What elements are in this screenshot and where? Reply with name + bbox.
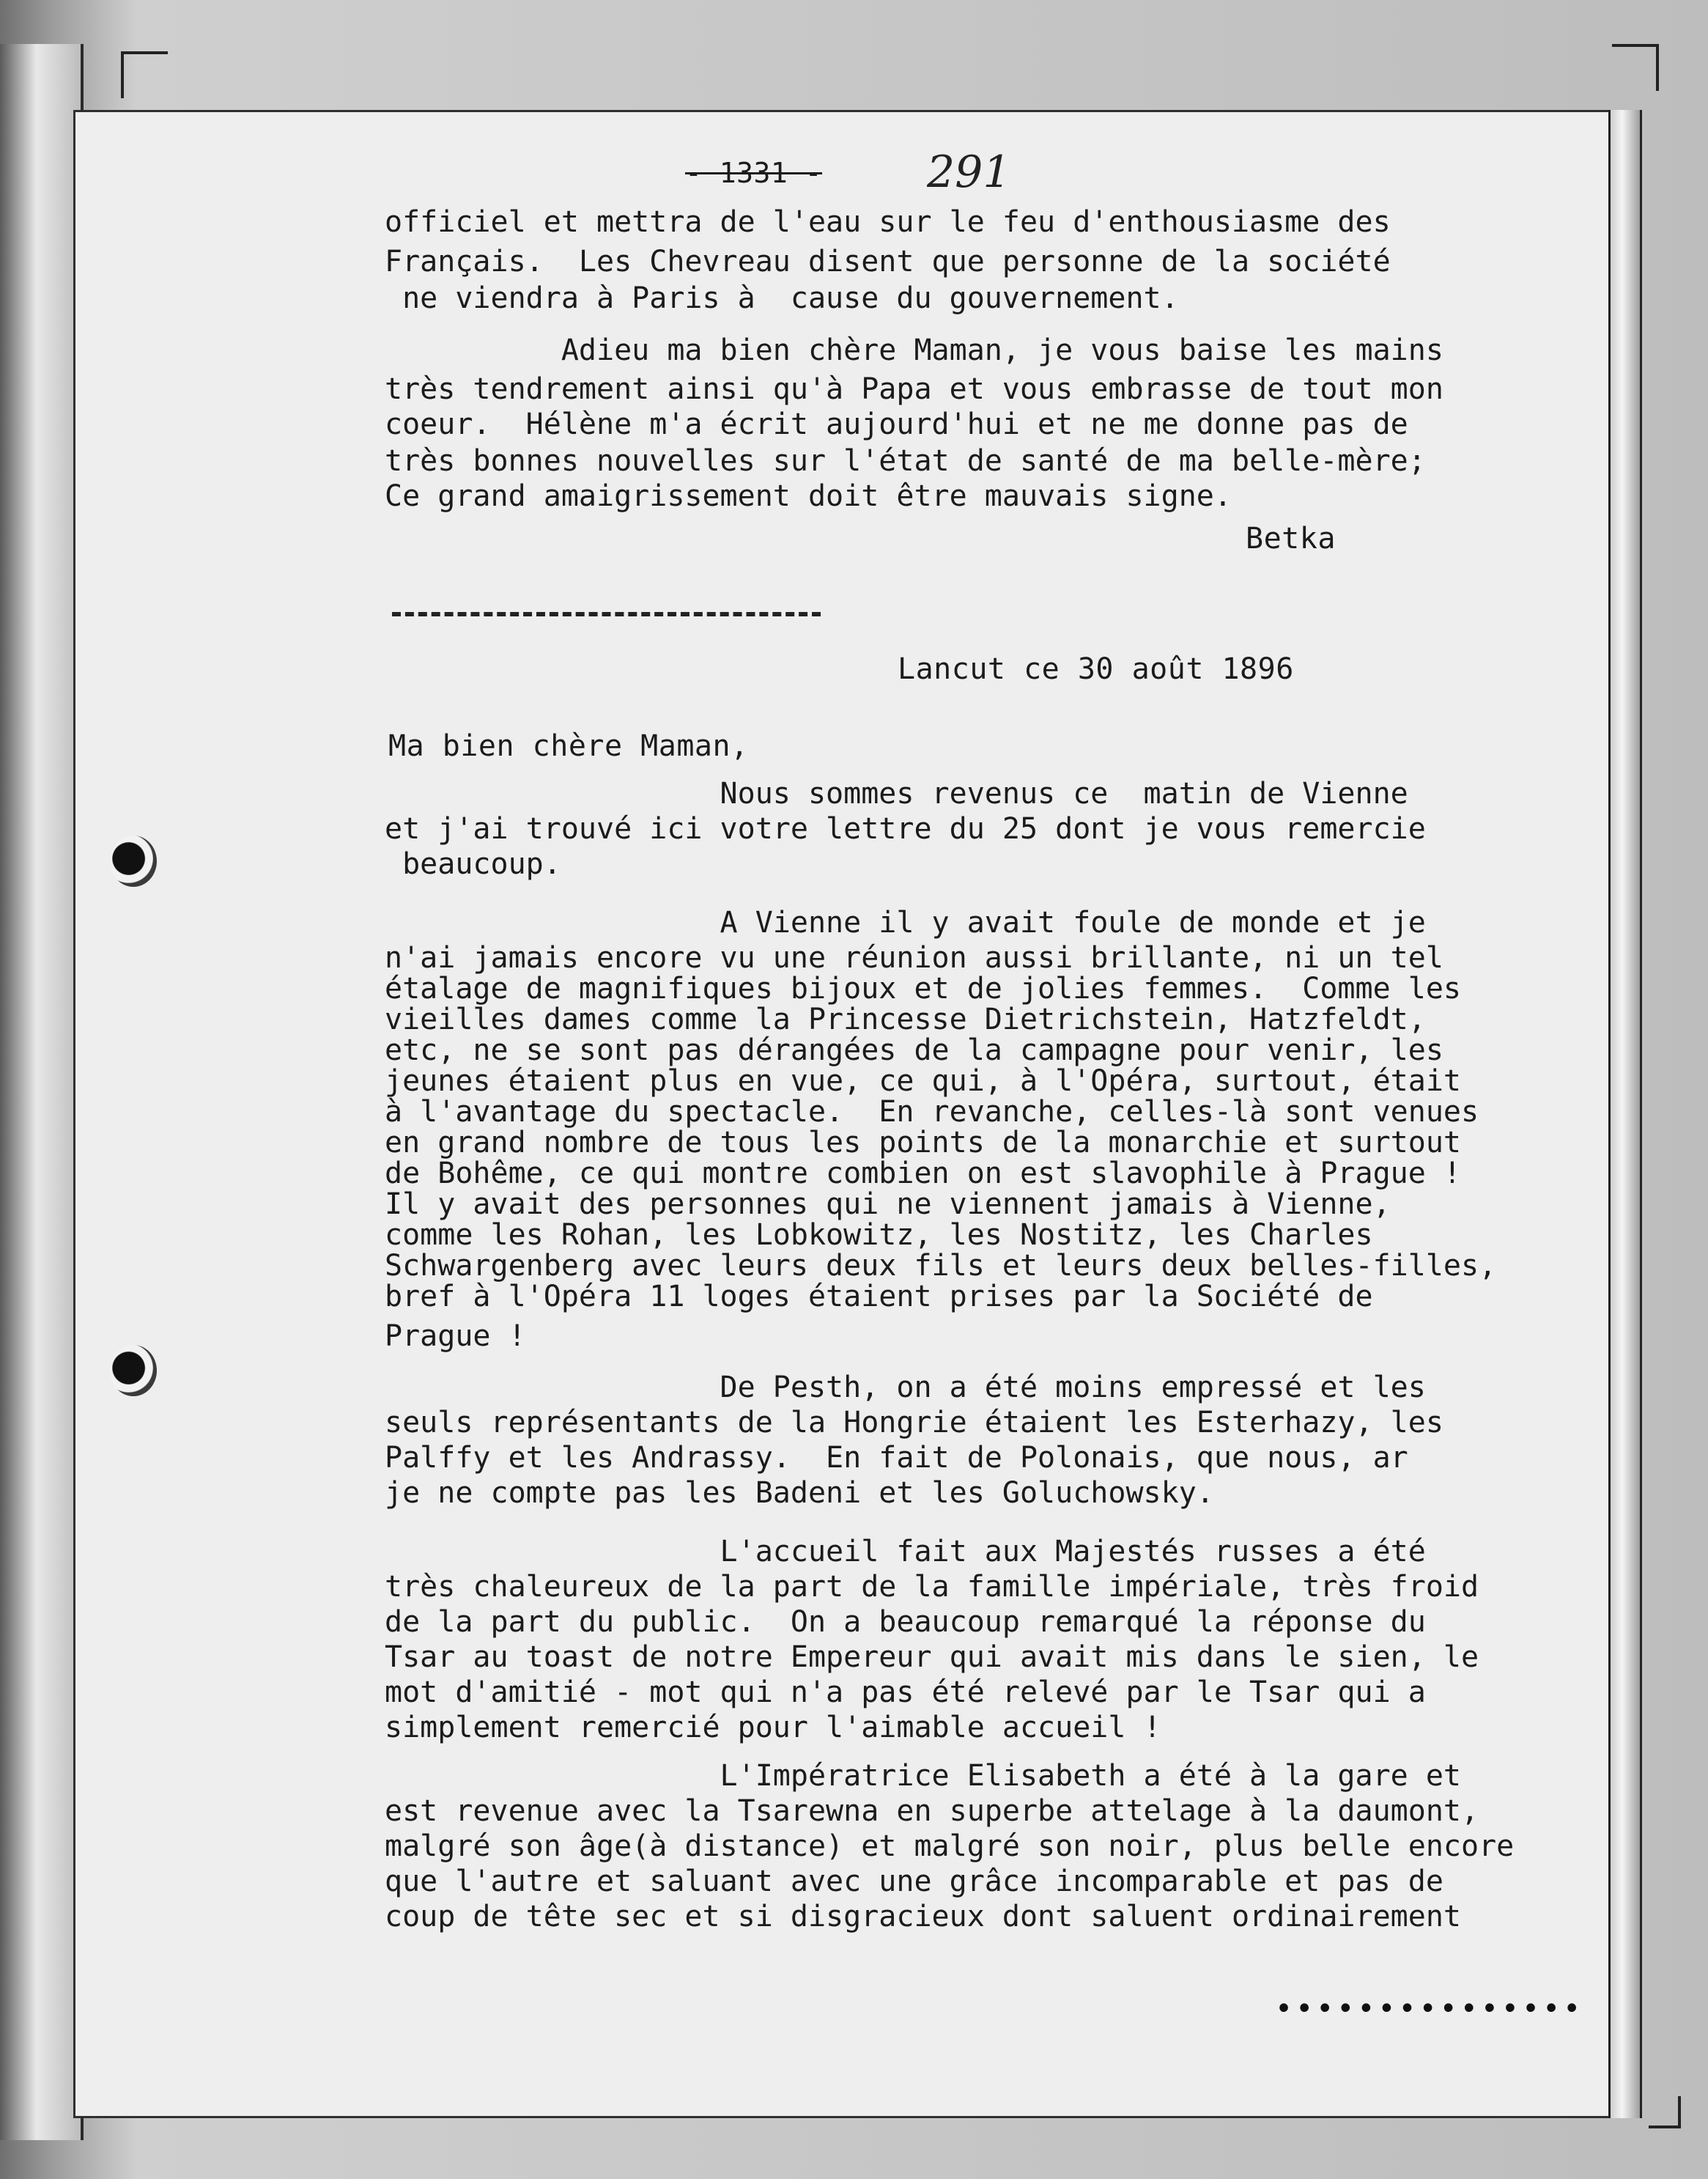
text-line: coup de tête sec et si disgracieux dont saluent ordinairement: [385, 1900, 1462, 1933]
text-line: simplement remercié pour l'aimable accueil !: [385, 1711, 1161, 1744]
text-line: etc, ne se sont pas dérangées de la campagne pour venir, les: [385, 1033, 1443, 1067]
text-line: mot d'amitié - mot qui n'a pas été relevé par le Tsar qui a: [385, 1675, 1426, 1709]
text-line: bref à l'Opéra 11 loges étaient prises par la Société de: [385, 1280, 1373, 1313]
text-line: comme les Rohan, les Lobkowitz, les Nostitz, les Charles: [385, 1218, 1373, 1252]
text-line: très tendrement ainsi qu'à Papa et vous embrasse de tout mon: [385, 372, 1443, 406]
text-line: très chaleureux de la part de la famille impériale, très froid: [385, 1570, 1479, 1604]
crop-mark-top-left: [121, 51, 168, 98]
text-line: Schwargenberg avec leurs deux fils et leurs deux belles-filles,: [385, 1249, 1497, 1283]
text-line: vieilles dames comme la Princesse Dietrichstein, Hatzfeldt,: [385, 1003, 1426, 1036]
text-line: en grand nombre de tous les points de la monarchie et surtout: [385, 1126, 1462, 1159]
text-line: n'ai jamais encore vu une réunion aussi brillante, ni un tel: [385, 941, 1443, 975]
text-line: de Bohême, ce qui montre combien on est slavophile à Prague !: [385, 1157, 1462, 1190]
crop-mark-top-right: [1612, 44, 1659, 91]
binder-edge: [0, 44, 84, 2140]
crop-mark-bottom-right: [1649, 2096, 1681, 2128]
signature: Betka: [1246, 522, 1336, 556]
text-line: Nous sommes revenus ce matin de Vienne: [385, 777, 1408, 811]
text-line: étalage de magnifiques bijoux et de jolies femmes. Comme les: [385, 972, 1462, 1006]
text-line: Ce grand amaigrissement doit être mauvais signe.: [385, 479, 1232, 513]
text-line: est revenue avec la Tsarewna en superbe attelage à la daumont,: [385, 1794, 1479, 1828]
punch-hole: [110, 1345, 157, 1396]
section-divider: [392, 612, 821, 616]
text-line: officiel et mettra de l'eau sur le feu d'enthousiasme des: [385, 205, 1391, 239]
text-line: à l'avantage du spectacle. En revanche, celles-là sont venues: [385, 1095, 1479, 1129]
text-line: jeunes étaient plus en vue, ce qui, à l'Opéra, surtout, était: [385, 1064, 1462, 1098]
salutation: Ma bien chère Maman,: [388, 729, 749, 763]
text-line: beaucoup.: [385, 847, 561, 881]
text-line: A Vienne il y avait foule de monde et je: [385, 906, 1426, 940]
text-line: Français. Les Chevreau disent que personne de la société: [385, 245, 1391, 279]
dateline: Lancut ce 30 août 1896: [898, 652, 1294, 686]
text-line: Prague !: [385, 1319, 526, 1353]
text-line: ne viendra à Paris à cause du gouvernement.: [385, 281, 1179, 315]
text-line: et j'ai trouvé ici votre lettre du 25 dont je vous remercie: [385, 812, 1426, 846]
text-line: très bonnes nouvelles sur l'état de santé de ma belle-mère;: [385, 444, 1426, 478]
page-stack-edge: [1608, 110, 1642, 2118]
punch-hole: [110, 836, 157, 887]
text-line: que l'autre et saluant avec une grâce incomparable et pas de: [385, 1865, 1443, 1898]
text-line: L'Impératrice Elisabeth a été à la gare et: [385, 1759, 1462, 1793]
text-line: De Pesth, on a été moins empressé et les: [385, 1371, 1426, 1404]
continuation-dots: •••••••••••••••: [1275, 1992, 1584, 2026]
text-line: Tsar au toast de notre Empereur qui avait mis dans le sien, le: [385, 1640, 1479, 1674]
text-line: Adieu ma bien chère Maman, je vous baise les mains: [385, 333, 1443, 367]
text-line: coeur. Hélène m'a écrit aujourd'hui et ne me donne pas de: [385, 408, 1408, 441]
text-line: je ne compte pas les Badeni et les Goluchowsky.: [385, 1476, 1214, 1510]
text-line: seuls représentants de la Hongrie étaient les Esterhazy, les: [385, 1406, 1443, 1439]
text-line: L'accueil fait aux Majestés russes a été: [385, 1535, 1426, 1568]
text-line: malgré son âge(à distance) et malgré son noir, plus belle encore: [385, 1829, 1515, 1863]
text-line: Il y avait des personnes qui ne viennent jamais à Vienne,: [385, 1187, 1391, 1221]
text-line: Palffy et les Andrassy. En fait de Polonais, que nous, ar: [385, 1441, 1408, 1475]
text-line: de la part du public. On a beaucoup remarqué la réponse du: [385, 1605, 1426, 1639]
typed-page-number: - 1331 -: [685, 157, 823, 189]
handwritten-page-number: 291: [927, 147, 1011, 198]
